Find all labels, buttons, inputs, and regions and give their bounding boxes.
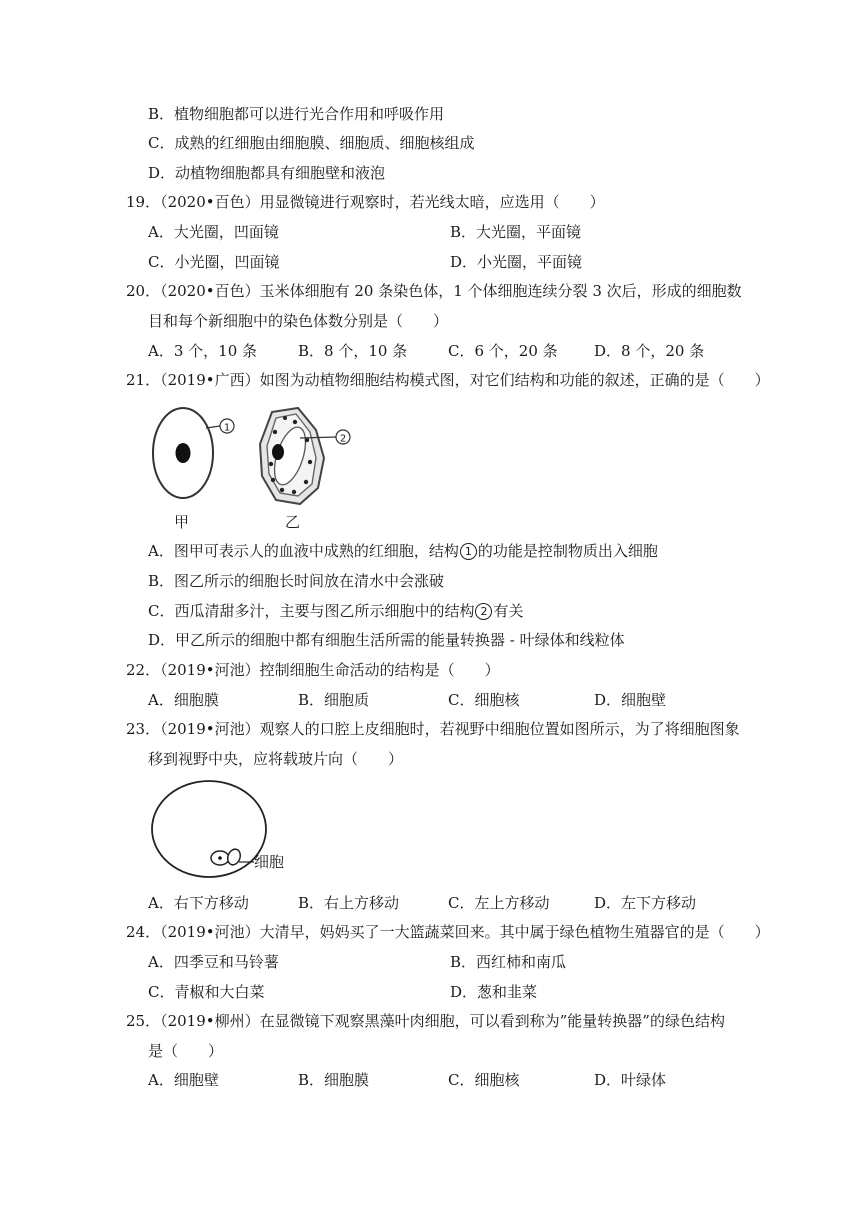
q25-option-d: D．叶绿体	[594, 1071, 667, 1089]
q23-stem-line2: 移到视野中央，应将载玻片向（ ）	[148, 750, 404, 768]
label-jia: 甲	[174, 513, 190, 531]
callout-1	[220, 419, 234, 434]
q20-option-a: A．3 个，10 条	[148, 342, 257, 360]
q22-option-a: A．细胞膜	[148, 691, 219, 709]
q19-option-d: D．小光圈，平面镜	[450, 253, 583, 271]
q21-option-c-pre: C．西瓜清甜多汁，主要与图乙所示细胞中的结构	[148, 602, 475, 620]
q21-option-a-pre: A．图甲可表示人的血液中成熟的红细胞，结构	[148, 542, 459, 560]
q23-option-b: B．右上方移动	[298, 894, 400, 912]
svg-text:1: 1	[223, 422, 231, 434]
q20-option-b: B．8 个，10 条	[298, 342, 408, 360]
q20-option-c: C．6 个，20 条	[448, 342, 558, 360]
callout-2	[336, 430, 350, 445]
q21-option-c	[148, 601, 524, 623]
q18-option-c: C．成熟的红细胞由细胞膜、细胞质、细胞核组成	[148, 134, 475, 152]
q22-stem: 22．（2019•河池）控制细胞生命活动的结构是（ ）	[126, 661, 500, 679]
q22-option-c: C．细胞核	[448, 691, 520, 709]
q23-option-c: C．左上方移动	[448, 894, 550, 912]
q21-cell-figure	[140, 400, 370, 535]
q23-microscope-field-figure	[148, 778, 323, 886]
circled-2-icon: 2	[475, 603, 492, 620]
q23-stem-line1: 23．（2019•河池）观察人的口腔上皮细胞时，若视野中细胞位置如图所示，为了将细胞图象	[126, 720, 740, 738]
q22-option-b: B．细胞质	[298, 691, 370, 709]
q21-option-b: B．图乙所示的细胞长时间放在清水中会涨破	[148, 572, 445, 590]
q19-stem: 19．（2020•百色）用显微镜进行观察时，若光线太暗，应选用（ ）	[126, 193, 605, 211]
q24-option-b: B．西红柿和南瓜	[450, 953, 567, 971]
q25-stem-line2: 是（ ）	[148, 1042, 224, 1060]
q20-stem-line2: 目和每个新细胞中的染色体数分别是（ ）	[148, 312, 449, 330]
q21-option-c-post: 有关	[493, 602, 524, 620]
q21-option-a-post: 的功能是控制物质出入细胞	[477, 542, 658, 560]
q21-stem: 21．（2019•广西）如图为动植物细胞结构模式图，对它们结构和功能的叙述，正确的是（ ）	[126, 371, 770, 389]
q19-option-a: A．大光圈，凹面镜	[148, 223, 279, 241]
cell-label: 细胞	[254, 853, 285, 871]
q21-option-a	[148, 541, 658, 563]
q24-option-c: C．青椒和大白菜	[148, 983, 265, 1001]
q25-option-c: C．细胞核	[448, 1071, 520, 1089]
animal-cell-diagram	[153, 408, 220, 498]
q20-option-d: D．8 个，20 条	[594, 342, 705, 360]
q20-stem-line1: 20．（2020•百色）玉米体细胞有 20 条染色体，1 个体细胞连续分裂 3 次后，形成的细胞数	[126, 282, 742, 300]
label-yi: 乙	[285, 513, 301, 531]
q19-option-c: C．小光圈，凹面镜	[148, 253, 280, 271]
q24-option-d: D．葱和韭菜	[450, 983, 538, 1001]
svg-text:2: 2	[339, 433, 347, 445]
q21-option-d: D．甲乙所示的细胞中都有细胞生活所需的能量转换器 - 叶绿体和线粒体	[148, 631, 625, 649]
q22-option-d: D．细胞壁	[594, 691, 667, 709]
q24-stem: 24．（2019•河池）大清早，妈妈买了一大篮蔬菜回来。其中属于绿色植物生殖器官的是（ ）	[126, 923, 770, 941]
q24-option-a: A．四季豆和马铃薯	[148, 953, 279, 971]
q25-option-b: B．细胞膜	[298, 1071, 370, 1089]
q23-option-a: A．右下方移动	[148, 894, 249, 912]
plant-cell-diagram	[260, 408, 336, 504]
q19-option-b: B．大光圈，平面镜	[450, 223, 582, 241]
q23-option-d: D．左下方移动	[594, 894, 697, 912]
q25-option-a: A．细胞壁	[148, 1071, 219, 1089]
q18-option-d: D．动植物细胞都具有细胞壁和液泡	[148, 164, 386, 182]
q25-stem-line1: 25．（2019•柳州）在显微镜下观察黑藻叶肉细胞，可以看到称为”能量转换器”的绿色结构	[126, 1012, 725, 1030]
circled-1-icon: 1	[460, 543, 477, 560]
q18-option-b: B．植物细胞都可以进行光合作用和呼吸作用	[148, 105, 445, 123]
